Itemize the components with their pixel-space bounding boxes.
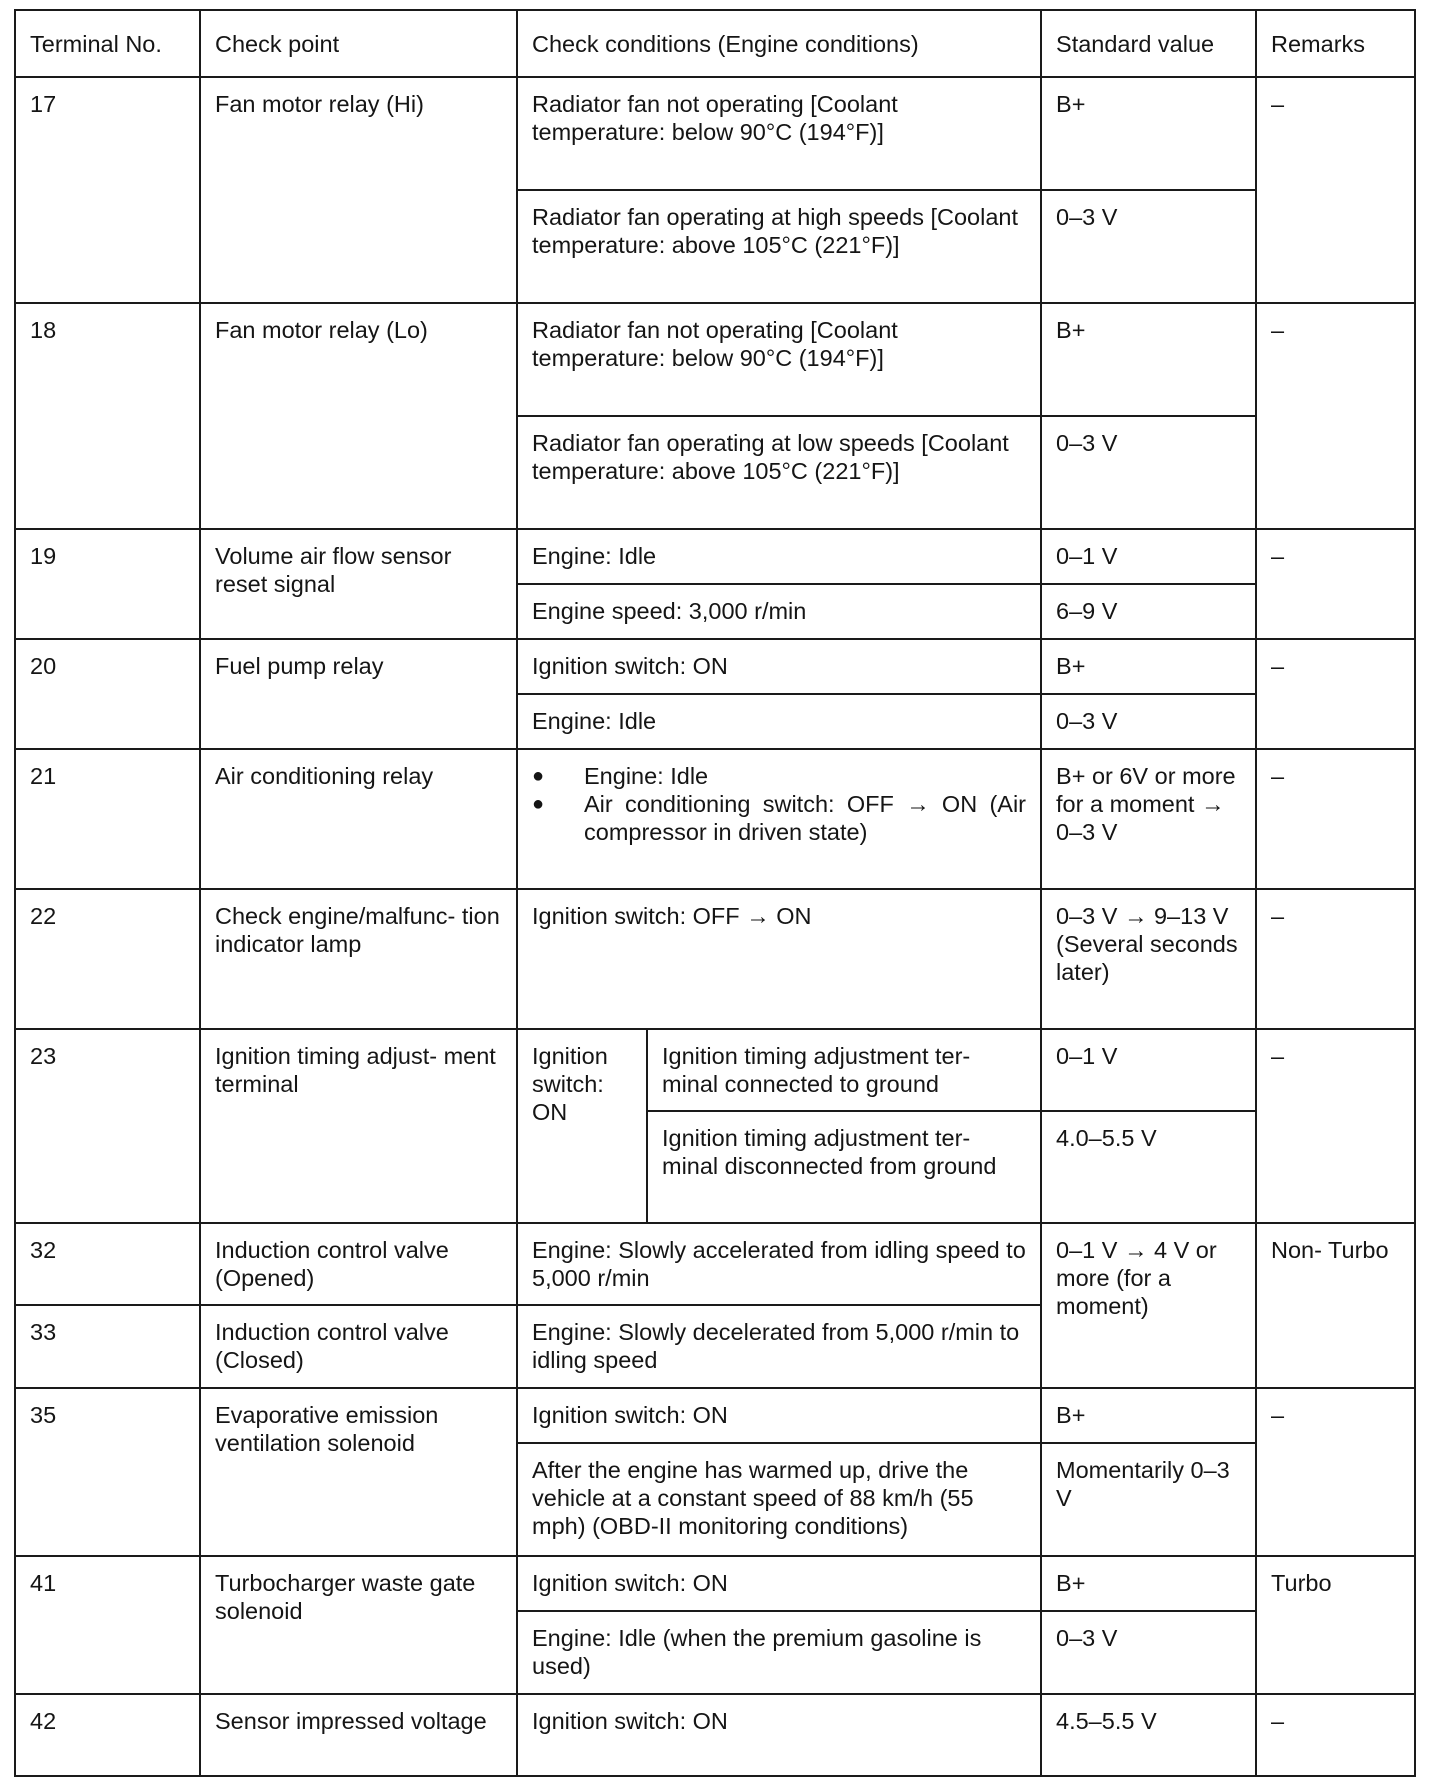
check-condition: Engine: Slowly accelerated from idling speed to 5,000 r/min [517,1223,1041,1305]
condition-bullet: ● Engine: Idle [532,763,709,789]
remarks: – [1256,1388,1415,1556]
check-condition: Ignition switch: OFF → ON [517,889,1041,1029]
remarks: – [1256,639,1415,749]
check-condition: Ignition switch: ON [517,1388,1041,1443]
terminal-number: 42 [15,1694,200,1776]
check-point: Induction control valve (Closed) [200,1305,517,1388]
table-row [15,1223,1415,1305]
remarks: – [1256,529,1415,639]
remarks: – [1256,1029,1415,1223]
standard-value: B+ [1041,77,1256,190]
ecu-terminal-check-table [14,9,1416,1777]
standard-value: 6–9 V [1041,584,1256,639]
table-row [15,1694,1415,1776]
standard-value: 0–1 V → 4 V or more (for a moment) [1041,1223,1256,1388]
check-condition: Engine speed: 3,000 r/min [517,584,1041,639]
terminal-number: 20 [15,639,200,749]
check-condition: Radiator fan operating at low speeds [Coolant temperature: above 105°C (221°F)] [517,416,1041,529]
terminal-number: 23 [15,1029,200,1223]
header-row [15,10,1415,77]
header-check-conditions: Check conditions (Engine conditions) [517,10,1041,77]
standard-value: 0–1 V [1041,529,1256,584]
terminal-number: 21 [15,749,200,889]
check-condition: Radiator fan not operating [Coolant temperature: below 90°C (194°F)] [517,303,1041,416]
standard-value: B+ [1041,639,1256,694]
check-condition: Radiator fan not operating [Coolant temperature: below 90°C (194°F)] [517,77,1041,190]
remarks: Non- Turbo [1256,1223,1415,1388]
standard-value: B+ [1041,303,1256,416]
terminal-number: 33 [15,1305,200,1388]
remarks: – [1256,77,1415,303]
standard-value: 4.0–5.5 V [1041,1111,1256,1223]
standard-value: 4.5–5.5 V [1041,1694,1256,1776]
table-row [15,639,1415,694]
bullet-icon: ● [532,765,545,787]
table-row [15,529,1415,584]
condition-group: Ignition switch: ON [517,1029,647,1223]
check-point: Fuel pump relay [200,639,517,749]
check-point: Evaporative emission ventilation solenoid [200,1388,517,1556]
table-row [15,303,1415,416]
check-point: Induction control valve (Opened) [200,1223,517,1305]
table-row [15,77,1415,190]
check-point: Fan motor relay (Hi) [200,77,517,303]
terminal-number: 41 [15,1556,200,1694]
standard-value: 0–3 V → 9–13 V (Several seconds later) [1041,889,1256,1029]
check-condition: Ignition switch: ON [517,1556,1041,1611]
remarks: – [1256,1694,1415,1776]
table-row [15,1029,1415,1111]
check-condition [517,749,1041,889]
terminal-number: 18 [15,303,200,529]
standard-value: 0–3 V [1041,694,1256,749]
standard-value: B+ [1041,1556,1256,1611]
table-row [15,749,1415,889]
remarks: – [1256,889,1415,1029]
table-row [15,1388,1415,1443]
terminal-number: 17 [15,77,200,303]
header-remarks: Remarks [1256,10,1415,77]
terminal-number: 22 [15,889,200,1029]
standard-value: B+ [1041,1388,1256,1443]
check-condition: Engine: Slowly decelerated from 5,000 r/min to idling speed [517,1305,1041,1388]
header-standard-value: Standard value [1041,10,1256,77]
check-point: Turbocharger waste gate solenoid [200,1556,517,1694]
standard-value: 0–3 V [1041,416,1256,529]
remarks: Turbo [1256,1556,1415,1694]
table-row [15,889,1415,1029]
standard-value: 0–3 V [1041,1611,1256,1694]
terminal-number: 19 [15,529,200,639]
check-condition: Ignition timing adjustment ter- minal connected to ground [647,1029,1041,1111]
check-condition: Ignition switch: ON [517,1694,1041,1776]
table-row [15,1556,1415,1611]
terminal-number: 32 [15,1223,200,1305]
bullet-icon: ● [532,793,545,815]
check-point: Sensor impressed voltage [200,1694,517,1776]
check-point: Ignition timing adjust- ment terminal [200,1029,517,1223]
check-condition: Ignition timing adjustment ter- minal disconnected from ground [647,1111,1041,1223]
standard-value: B+ or 6V or more for a moment → 0–3 V [1041,749,1256,889]
terminal-number: 35 [15,1388,200,1556]
header-terminal-no: Terminal No. [15,10,200,77]
check-condition: Engine: Idle [517,529,1041,584]
condition-bullet: ● Air conditioning switch: OFF → ON (Air compressor in driven state) [532,791,1027,845]
remarks: – [1256,303,1415,529]
standard-value: 0–1 V [1041,1029,1256,1111]
check-point: Fan motor relay (Lo) [200,303,517,529]
check-condition: After the engine has warmed up, drive the vehicle at a constant speed of 88 km/h (55 mph) (OBD-II monitoring conditions) [517,1443,1041,1556]
check-point: Air conditioning relay [200,749,517,889]
check-condition: Engine: Idle (when the premium gasoline is used) [517,1611,1041,1694]
check-point: Volume air flow sensor reset signal [200,529,517,639]
standard-value: 0–3 V [1041,190,1256,303]
check-condition: Engine: Idle [517,694,1041,749]
check-condition: Ignition switch: ON [517,639,1041,694]
header-check-point: Check point [200,10,517,77]
remarks: – [1256,749,1415,889]
check-point: Check engine/malfunc- tion indicator lamp [200,889,517,1029]
standard-value: Momentarily 0–3 V [1041,1443,1256,1556]
check-condition: Radiator fan operating at high speeds [Coolant temperature: above 105°C (221°F)] [517,190,1041,303]
